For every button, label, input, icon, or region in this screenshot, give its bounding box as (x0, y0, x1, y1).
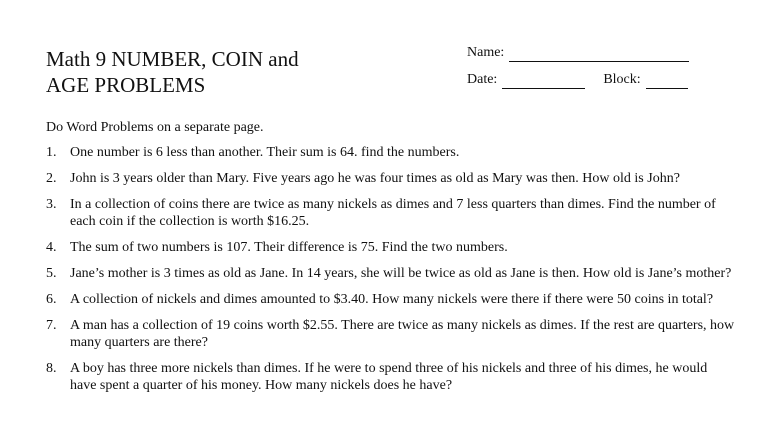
date-label: Date: (467, 72, 498, 87)
block-blank[interactable] (646, 75, 688, 89)
problem-item (46, 317, 736, 351)
worksheet-title (46, 46, 366, 98)
block-label: Block: (603, 72, 641, 87)
problem-item (46, 291, 736, 308)
name-blank[interactable] (509, 48, 689, 62)
problem-number: 1. (46, 145, 57, 160)
problem-text: The sum of two numbers is 107. Their difference is 75. Find the two numbers. (70, 240, 508, 255)
problem-number: 6. (46, 292, 57, 307)
date-block-row (467, 71, 689, 89)
problem-item (46, 144, 736, 161)
problem-text: In a collection of coins there are twice as many nickels as dimes and 7 less quarters than dimes. Find the number of each coin if the collection is worth $16.25. (70, 197, 716, 229)
problem-number: 5. (46, 266, 57, 281)
problem-text: Jane’s mother is 3 times as old as Jane. In 14 years, she will be twice as old as Jane is then. How old is Jane’s mother? (70, 266, 732, 281)
problem-number: 2. (46, 171, 57, 186)
problem-number: 3. (46, 197, 57, 212)
title-line-1: Math 9 NUMBER, COIN and (46, 47, 299, 71)
problem-text: A collection of nickels and dimes amounted to $3.40. How many nickels were there if there were 50 coins in total? (70, 292, 714, 307)
problem-number: 4. (46, 240, 57, 255)
name-field-row (467, 44, 689, 62)
problem-item (46, 170, 736, 187)
problem-text: A man has a collection of 19 coins worth $2.55. There are twice as many nickels as dimes. If the rest are quarters, how many quarters are there? (70, 318, 735, 350)
problem-text: A boy has three more nickels than dimes. If he were to spend three of his nickels and three of his dimes, he would have spent a quarter of his money. How many nickels does he have? (70, 361, 708, 393)
problem-list (46, 144, 736, 403)
student-info-fields (467, 44, 689, 98)
problem-number: 7. (46, 318, 57, 333)
problem-number: 8. (46, 361, 57, 376)
problem-item (46, 360, 736, 394)
block-field (603, 71, 687, 89)
problem-item (46, 196, 736, 230)
date-blank[interactable] (502, 75, 585, 89)
problem-text: John is 3 years older than Mary. Five years ago he was four times as old as Mary was then. How old is John? (70, 171, 680, 186)
problem-text: One number is 6 less than another. Their sum is 64. find the numbers. (70, 145, 460, 160)
instructions-text: Do Word Problems on a separate page. (46, 120, 264, 135)
name-label: Name: (467, 45, 505, 60)
problem-item (46, 239, 736, 256)
title-line-2: AGE PROBLEMS (46, 73, 206, 97)
problem-item (46, 265, 736, 282)
